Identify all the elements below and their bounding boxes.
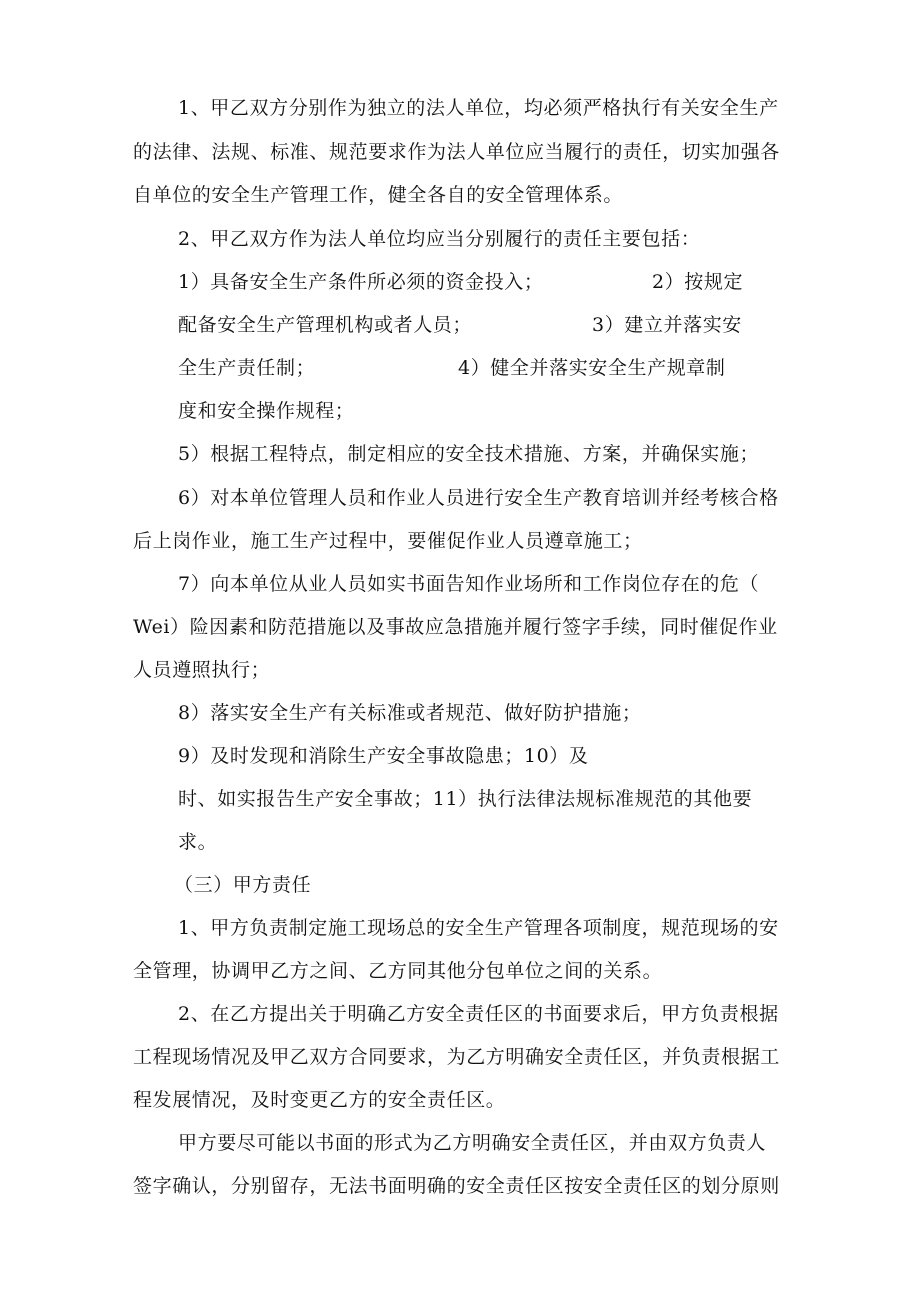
duty-9: 9）及时发现和消除生产安全事故隐患；10）及 [178,745,589,767]
duty-1: 1）具备安全生产条件所必须的资金投入； [178,271,544,293]
duty-2-end: 配备安全生产管理机构或者人员； [178,314,473,336]
duty-8: 8）落实安全生产有关标准或者规范、做好防护措施； [178,702,642,724]
duty-5: 5）根据工程特点，制定相应的安全技术措施、方案，并确保实施； [178,443,760,465]
s3-item2-line-1: 2、在乙方提出关于明确乙方安全责任区的书面要求后，甲方负责根据 [178,1003,779,1025]
p1-line-2: 的法律、法规、标准、规范要求作为法人单位应当履行的责任，切实加强各 [133,141,780,163]
duty-10: 时、如实报告生产安全事故；11）执行法律法规标准规范的其他要 [178,788,753,810]
duty-3-end: 全生产责任制； [178,357,316,379]
p1-line-3: 自单位的安全生产管理工作，健全各自的安全管理体系。 [133,184,624,206]
duty-6-line-2: 后上岗作业，施工生产过程中，要催促作业人员遵章施工； [133,530,643,552]
duty-3-start: 3）建立并落实安 [592,314,742,336]
duty-2-start: 2）按规定 [652,271,744,293]
duty-4-start: 4）健全并落实安全生产规章制 [458,357,726,379]
s3-item1-line-2: 全管理，协调甲乙方之间、乙方同其他分包单位之间的关系。 [133,960,663,982]
s3-para-line-1: 甲方要尽可能以书面的形式为乙方明确安全责任区，并由双方负责人 [178,1132,767,1154]
duty-4-end: 度和安全操作规程； [178,400,355,422]
s3-item2-line-2: 工程现场情况及甲乙双方合同要求，为乙方明确安全责任区，并负责根据工 [133,1046,780,1068]
p2-line: 2、甲乙双方作为法人单位均应当分别履行的责任主要包括： [178,228,701,250]
duty-7-line-2: Wei）险因素和防范措施以及事故应急措施并履行签字手续，同时催促作业 [133,616,778,638]
duty-7-line-3: 人员遵照执行； [133,659,271,681]
section-heading: （三）甲方责任 [174,874,312,896]
p1-line-1: 1、甲乙双方分别作为独立的法人单位，均必须严格执行有关安全生产 [178,97,779,119]
s3-item1-line-1: 1、甲方负责制定施工现场总的安全生产管理各项制度，规范现场的安 [178,917,779,939]
duty-11-end: 求。 [178,831,218,853]
s3-item2-line-3: 程发展情况，及时变更乙方的安全责任区。 [133,1089,506,1111]
duty-6-line-1: 6）对本单位管理人员和作业人员进行安全生产教育培训并经考核合格 [178,487,779,509]
duty-7-line-1: 7）向本单位从业人员如实书面告知作业场所和工作岗位存在的危（ [178,573,760,595]
s3-para-line-2: 签字确认，分别留存，无法书面明确的安全责任区按安全责任区的划分原则 [133,1175,780,1197]
